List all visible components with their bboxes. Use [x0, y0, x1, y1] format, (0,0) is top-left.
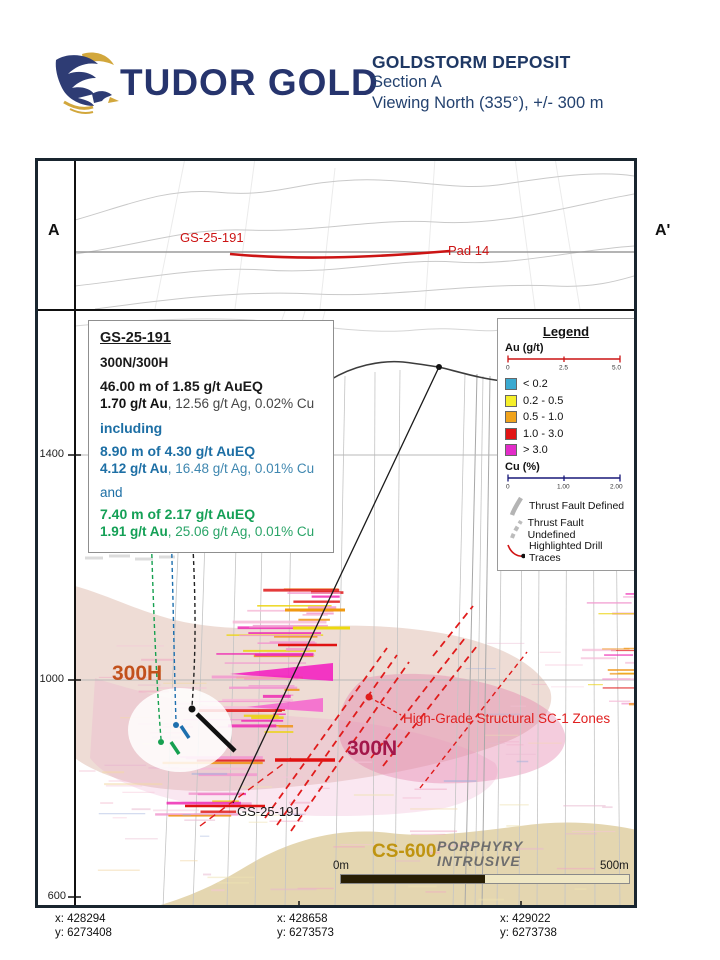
fault-defined-item: Thrust Fault Defined [505, 495, 627, 518]
deposit-header [372, 52, 603, 114]
au-class-row: 0.5 - 1.0 [505, 409, 627, 426]
au-swatch-02-05 [505, 395, 517, 407]
svg-text:0: 0 [506, 364, 510, 371]
and-word: and [100, 485, 123, 500]
au-class-row: 1.0 - 3.0 [505, 426, 627, 443]
and-intercept: 7.40 m of 2.17 g/t AuEQ [100, 506, 256, 522]
legend [497, 318, 635, 571]
station-coordinates: x: 429022 y: 6273738 [500, 913, 557, 939]
svg-text:1.00: 1.00 [557, 483, 570, 490]
elevation-label-1000: 1000 [39, 673, 64, 685]
highlighted-traces-item: Highlighted Drill Traces [505, 541, 627, 564]
au-scale-icon [505, 354, 625, 371]
scale-bar [340, 874, 630, 884]
au-heading: Au (g/t) [505, 342, 544, 354]
au-class-row: 0.2 - 0.5 [505, 393, 627, 410]
eagle-icon [48, 50, 122, 116]
main-intercept: 46.00 m of 1.85 g/t AuEQ [100, 378, 263, 394]
including-word: including [100, 420, 163, 436]
au-swatch-lt02 [505, 378, 517, 390]
drill-trace-label: GS-25-191 [237, 804, 301, 819]
pad-14-label: Pad 14 [448, 243, 490, 258]
structural-zones-label: High-Grade Structural SC-1 Zones [403, 711, 611, 726]
zone-cs600-label: CS-600 [372, 841, 437, 862]
plan-trace-label: GS-25-191 [180, 230, 244, 245]
deposit-title: GOLDSTORM DEPOSIT [372, 52, 571, 72]
porphyry-blob [150, 823, 637, 908]
scale-left-label: 0m [333, 860, 349, 872]
zone-300n-label: 300N [347, 737, 398, 760]
au-class-row: > 3.0 [505, 442, 627, 459]
and-intercept-detail: 1.91 g/t Au, 25.06 g/t Ag, 0.01% Cu [100, 524, 315, 539]
station-coordinates: x: 428658 y: 6273573 [277, 913, 334, 939]
zone-300h-label: 300H [112, 662, 163, 685]
fault-undefined-item: Thrust Fault Undefined [505, 518, 627, 541]
scale-right-label: 500m [600, 860, 629, 872]
view-subtitle: Viewing North (335°), +/- 300 m [372, 94, 604, 112]
thrust-fault-undefined-icon [505, 518, 524, 540]
au-swatch-gt30 [505, 444, 517, 456]
section-marker-a-prime: A' [655, 222, 671, 239]
company-name: TUDOR GOLD [120, 62, 379, 103]
legend-title: Legend [542, 324, 590, 339]
hole-id: GS-25-191 [100, 330, 171, 346]
elevation-label-600: 600 [47, 890, 66, 902]
cu-heading: Cu (%) [505, 460, 540, 473]
svg-text:0: 0 [506, 483, 510, 490]
porphyry-intrusive-label: PORPHYRY INTRUSIVE [437, 838, 524, 869]
including-intercept-detail: 4.12 g/t Au, 16.48 g/t Ag, 0.01% Cu [100, 461, 315, 476]
zone-line: 300N/300H [100, 355, 169, 370]
drill-results-box [88, 320, 334, 553]
plan-view-map [75, 158, 634, 309]
thrust-fault-defined-icon [505, 495, 525, 517]
elevation-label-1400: 1400 [39, 448, 64, 460]
au-swatch-10-30 [505, 428, 517, 440]
main-intercept-detail: 1.70 g/t Au, 12.56 g/t Ag, 0.02% Cu [100, 396, 315, 411]
highlighted-drill-trace-icon [505, 542, 525, 562]
au-swatch-05-10 [505, 411, 517, 423]
station-coordinates: x: 428294 y: 6273408 [55, 913, 112, 939]
au-class-row: < 0.2 [505, 376, 627, 393]
section-subtitle: Section A [372, 73, 442, 91]
section-marker-a: A [48, 222, 60, 239]
svg-text:5.0: 5.0 [612, 364, 622, 371]
svg-text:2.5: 2.5 [559, 364, 569, 371]
svg-text:2.00: 2.00 [610, 483, 623, 490]
including-intercept: 8.90 m of 4.30 g/t AuEQ [100, 443, 256, 459]
cu-scale-icon [505, 473, 625, 490]
